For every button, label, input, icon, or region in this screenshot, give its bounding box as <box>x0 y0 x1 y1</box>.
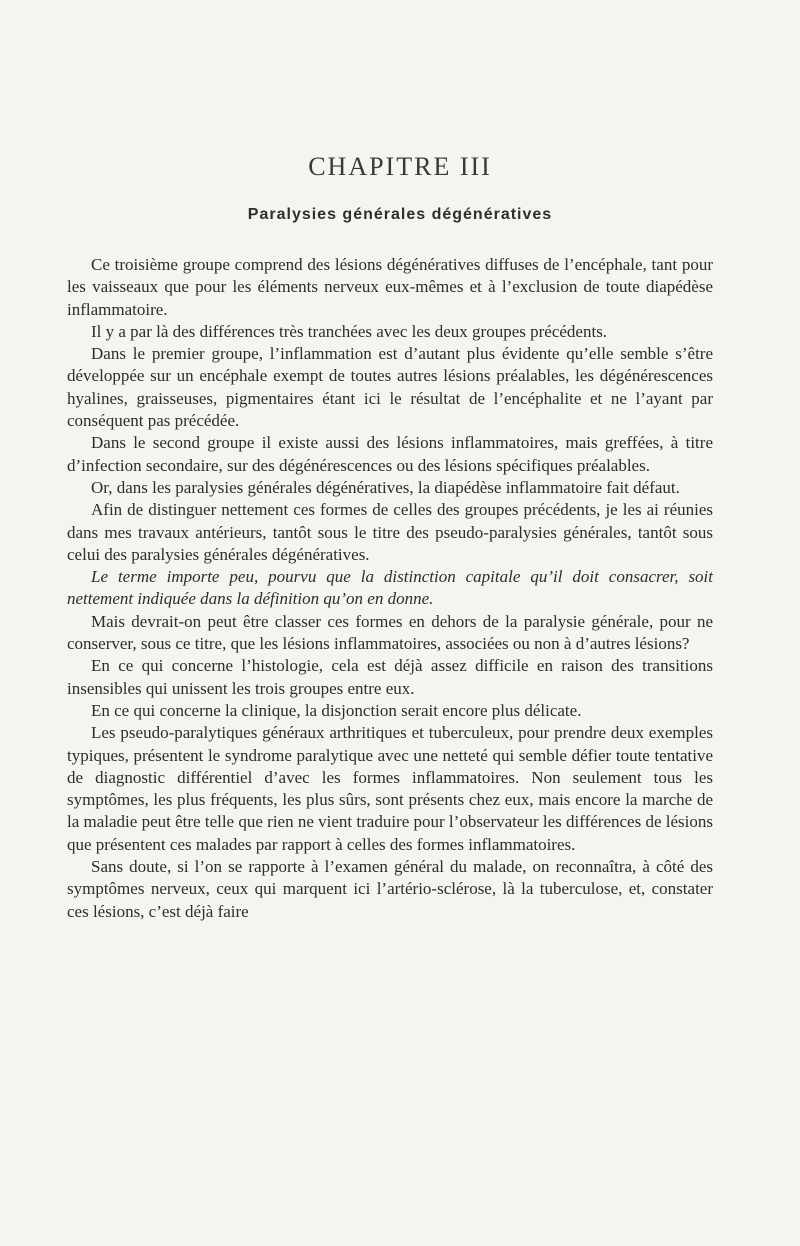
italic-paragraph: Le terme importe peu, pourvu que la distinction capitale qu’il doit consacrer, soit nettement indiquée dans la définition qu’on en donne. <box>67 567 713 609</box>
paragraph: Afin de distinguer nettement ces formes de celles des groupes précédents, je les ai réunies dans mes travaux antérieurs, tantôt sous le titre des pseudo-paralysies générales, tantôt sous celui des paralysies générales dégénératives. <box>67 500 713 564</box>
paragraph: Sans doute, si l’on se rapporte à l’examen général du malade, on reconnaîtra, à côté des symptômes nerveux, ceux qui marquent ici l’artério-sclérose, là la tuberculose, et, constater ces lésions, c’est déjà faire <box>67 857 713 921</box>
paragraph: Or, dans les paralysies générales dégénératives, la diapédèse inflammatoire fait défaut. <box>91 477 680 497</box>
paragraph: Ce troisième groupe comprend des lésions dégénératives diffuses de l’encéphale, tant pour les vaisseaux que pour les éléments nerveux eux-mêmes et à l’exclusion de toute diapédèse inflammatoire. <box>67 255 713 319</box>
paragraph: Les pseudo-paralytiques généraux arthritiques et tuberculeux, pour prendre deux exemples typiques, présentent le syndrome paralytique avec une netteté qui semble défier toute tentative de diagnostic différentiel d’avec les formes inflammatoires. Non seulement tous les symptômes, les plus fréquents, les plus sûrs, sont présents chez eux, mais encore la marche de la maladie peut être telle que rien ne vient traduire pour l’observateur les différences de lésions que présentent ces malades par rapport à celles des formes inflammatoires. <box>67 723 713 854</box>
paragraph: Mais devrait-on peut être classer ces formes en dehors de la paralysie générale, pour ne conserver, sous ce titre, que les lésions inflammatoires, associées ou non à d’autres lésions? <box>67 611 713 654</box>
paragraph: Dans le premier groupe, l’inflammation est d’autant plus évidente qu’elle semble s’être développée sur un encéphale exempt de toutes autres lésions préalables, les dégénérescences hyalines, graisseuses, pigmentaires étant ici le résultat de l’encéphalite et ne l’ayant par conséquent pas précédée. <box>67 344 713 431</box>
paragraph: En ce qui concerne la clinique, la disjonction serait encore plus délicate. <box>91 700 582 720</box>
paragraph: Il y a par là des différences très tranchées avec les deux groupes précédents. <box>91 321 608 341</box>
chapter-title: CHAPITRE III <box>308 152 492 181</box>
body-text <box>67 254 713 923</box>
paragraph: Dans le second groupe il existe aussi des lésions inflammatoires, mais greffées, à titre d’infection secondaire, sur des dégénérescences ou des lésions spécifiques préalables. <box>67 433 713 475</box>
paragraph: En ce qui concerne l’histologie, cela est déjà assez difficile en raison des transitions insensibles qui unissent les trois groupes entre eux. <box>67 656 713 698</box>
section-subtitle: Paralysies générales dégénératives <box>247 206 553 223</box>
